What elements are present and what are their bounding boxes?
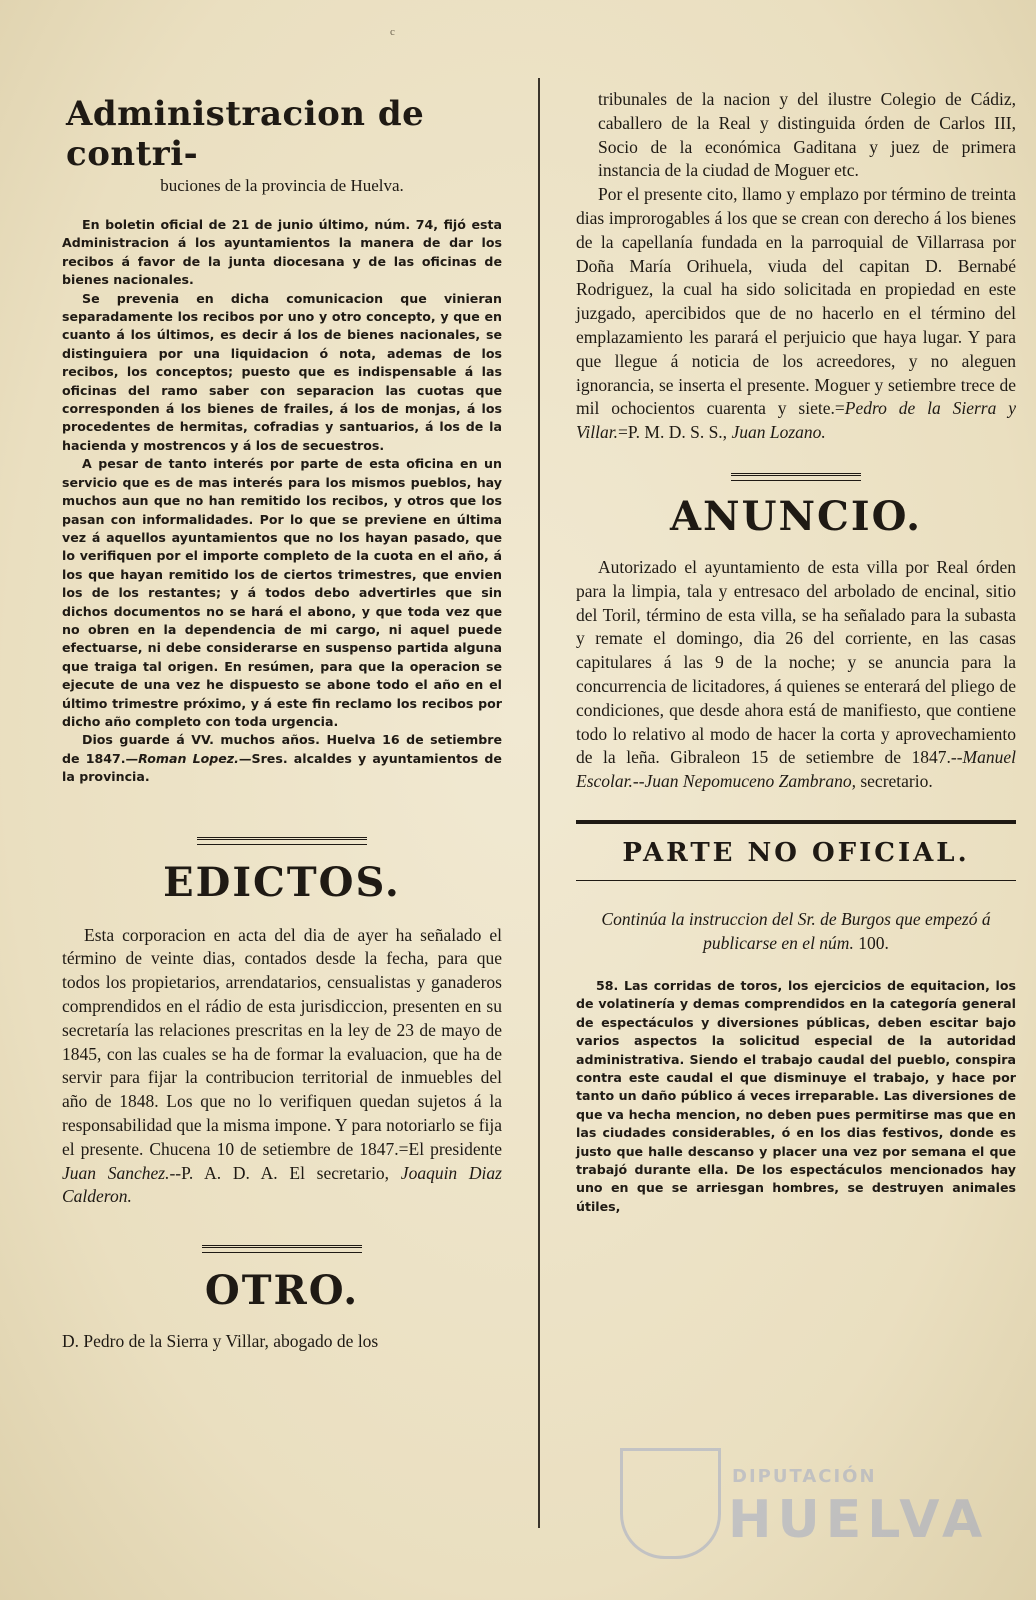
admin-closing [62,731,502,786]
left-column [62,70,502,1354]
anuncio-text: Autorizado el ayuntamiento de esta villa por Real órden para la limpia, tala y entresaco del arbolado de encinal, sitio del Toril, término de esta villa, se ha señalado para la subasta y remate el domingo, dia 26 del corriente, en las casas capitulares á las 9 de la noche; y se anuncia para la concurrencia de licitadores, á quienes se enterará del pliego de condiciones, que desde ahora está de manifiesto, que contiene todo lo relativo al modo de hacer la corta y aprovechamiento de la leña. Gibraleon 15 de setiembre de 1847.-- [576,556,1016,768]
anuncio-signer1: Manuel Escolar. [576,747,1016,792]
anuncio-role: secretario. [855,771,933,792]
otro-right-body [576,88,1016,445]
edictos-body [62,924,502,1210]
anuncio-body [576,556,1016,794]
edictos-president: Juan Sanchez. [62,1162,170,1183]
otro-signer-mid: =P. M. D. S. S., [617,422,732,443]
admin-closing-suffix: —Sres. alcaldes y ayuntamientos de la provincia. [62,750,502,785]
admin-title: Administracion de contri- [66,94,425,174]
corner-mark: c [390,26,395,38]
continua-number: 100. [858,932,889,953]
otro-left-body [62,1330,502,1354]
right-column [576,88,1016,1216]
parte-para-text: Las corridas de toros, los ejercicios de equitacion, los de volatinería y demas comprendidos en la categoría general de espectáculos y diversiones públicas, deben escitar bajo varios aspectos la solicitud especial de la autoridad administrativa. Siendo el trabajo caudal del pueblo, conspira contra este caudal el que disminuye el trabajo, y hace por tanto un daño público á veces irreparable. Las diversiones de que va hecha mencion, no deben pues permitirse mas que en las ciudades considerables, ó en los dias festivos, donde es justo que halle descanso y placer una vez por semana el que trabajó durante ella. De los espectáculos mencionados hay uno en que se arriesgan hombres, se destruyen animales útiles, [576,977,1016,1214]
admin-subtitle: buciones de la provincia de Huelva. [160,176,404,195]
parte-body [576,977,1016,1216]
admin-body [62,216,502,787]
continua-line [576,907,1016,955]
seal-icon [620,1448,721,1559]
admin-paragraph: Se prevenia en dicha comunicacion que vinieran separadamente los recibos por uno y otro concepto, y que en cuanto á los últimos, es decir á los de bienes nacionales, se distinguiera por una liquidacion ó nota, ademas de los recibos, los conceptos; puesto que es indispensable á las oficinas del ramo saber con separacion las cuotas que corresponden á los bienes de frailes, á los de monjas, á los procedentes de hermitas, cofradias y santuarios, á los de la hacienda y mostrencos y á los de secuestros. [62,290,502,453]
edictos-middle: --P. A. D. A. El secretario, [169,1162,401,1183]
anuncio-signer2: Juan Nepomuceno Zambrano, [644,771,856,792]
admin-paragraph: En boletin oficial de 21 de junio último, núm. 74, fijó esta Administracion á los ayuntamientos la manera de dar los recibos á favor de la junta diocesana y de las oficinas de bienes nacionales. [62,217,502,288]
parte-paragraph [576,977,1016,1216]
column-divider [538,78,540,1528]
anuncio-paragraph [576,556,1016,794]
watermark-line1: DIPUTACIÓN [732,1466,877,1487]
edictos-paragraph [62,924,502,1210]
admin-paragraph: A pesar de tanto interés por parte de esta oficina en un servicio que es de mas interés para los mismos pueblos, hay muchos aun que no han remitido los recibos, y otros que los pasan con informalidades. Por lo que se previene en última vez á aquellos ayuntamientos que no los hayan pasado, que lo verifiquen por el importe completo de la cuota en el año, á los que hayan remitido los de ciertos trimestres, que envien los de los restantes; y á todos debo advertirles que sin dichos documentos no se hará el abono, y que toda vez que no obren en la dependencia de mi cargo, ni aquel puede efectuarse, ni debe considerarse en suspenso partida alguna que traiga tal origen. En resúmen, para que la operacion se ejecute de una vez he dispuesto se abone todo el año en el último trimestre próximo, y á este fin reclamo los recibos por dicho año completo con toda urgencia. [62,456,502,729]
anuncio-sep: -- [632,771,645,792]
admin-signer: Roman Lopez. [138,750,239,766]
otro-signer2: Juan Lozano. [731,422,826,443]
watermark-line2: HUELVA [728,1490,989,1550]
section-rule [197,837,367,845]
otro-body-text: Por el presente cito, llamo y emplazo por término de treinta dias improrogables á los que se crean con derecho á los bienes de la capellanía fundada en la parroquial de Villarrasa por Doña María Orihuela, viuda del capitan D. Bernabé Rodriguez, la cual ha sido solicitada en propiedad en este juzgado, apercibidos que de no hacerlo en el término del emplazamiento les parará el perjuicio que haya lugar. Y para que llegue á noticia de los acreedores, y no aleguen ignorancia, se inserta el presente. Moguer y setiembre trece de mil ochocientos cuarenta y siete.= [576,184,1016,419]
parte-para-number: 58. [596,977,619,993]
anuncio-heading: ANUNCIO. [669,492,922,540]
otro-signer1: Pedro de la Sierra y Villar. [576,398,1017,443]
edictos-text: Esta corporacion en acta del dia de ayer ha señalado el término de veinte dias, contados desde la fecha, para que todos los propietarios, arrendatarios, censualistas y ganaderos comprendidos en el rádio de esta jurisdiccion, presenten en su secretaría las relaciones prescritas en la ley de 23 de mayo de 1845, con las cuales se ha de formar la evaluacion, que ha de servir para fijar la contribucion territorial de inmuebles del año de 1848. Los que no lo verifiquen quedan sujetos á la responsabilidad que la misma impone. Y para notoriarlo se fija el presente. Chucena 10 de setiembre de 1847.=El presidente [62,924,502,1159]
section-rule [731,473,861,481]
parte-heading: PARTE NO OFICIAL. [622,837,970,868]
continua-text: Continúa la instruccion del Sr. de Burgos que empezó á publicarse en el núm. [601,908,991,953]
section-rule [202,1245,362,1253]
archive-watermark [620,1448,1020,1558]
otro-heading: OTRO. [204,1267,360,1315]
edictos-secretary: Joaquin Diaz Calderon. [62,1162,502,1207]
otro-paragraph [576,183,1016,445]
otro-left-text: D. Pedro de la Sierra y Villar, abogado de los [62,1331,379,1352]
edictos-heading: EDICTOS. [163,858,401,906]
otro-intro: tribunales de la nacion y del ilustre Colegio de Cádiz, caballero de la Real y distinguida órden de Carlos III, Socio de la económica Gaditana y juez de primera instancia de la ciudad de Moguer etc. [598,89,1016,181]
admin-closing-prefix: Dios guarde á VV. muchos años. Huelva 16 de setiembre de 1847.— [62,732,502,766]
